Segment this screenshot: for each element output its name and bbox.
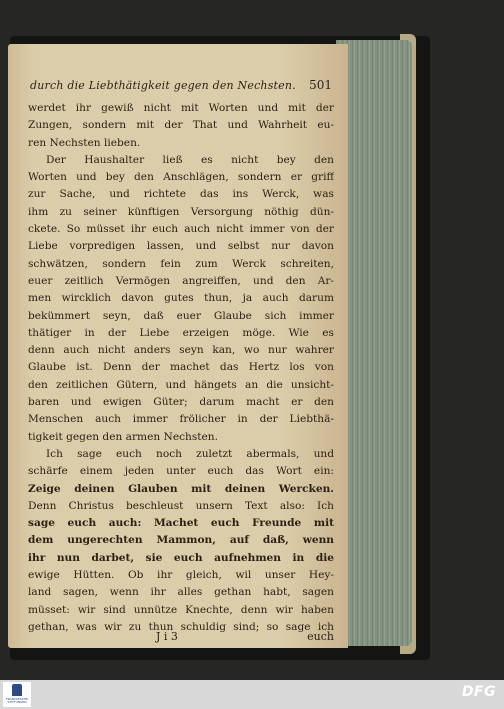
text-line: Worten und bey den Anschlägen, sondern er griff: [28, 171, 334, 184]
text-line: tigkeit gegen den armen Nechsten.: [28, 430, 218, 443]
text-line: gethan, was wir zu thun schuldig sind; so sage ich: [28, 620, 334, 633]
text-line: ihm zu seiner künftigen Versorgung nöthig dün-: [28, 205, 334, 218]
page-foot: [28, 630, 334, 643]
text-line: zur Sache, und richtete das ins Werck, was: [28, 188, 334, 201]
text-line: ihr nun darbet, sie euch aufnehmen in die: [28, 551, 334, 564]
text-line: Glaube ist. Denn der machet das Hertz los von: [28, 361, 334, 374]
page-header: [30, 78, 332, 96]
text-line: Denn Christus beschleust unsern Text also: Ich: [28, 499, 334, 512]
dfg-logo[interactable]: DFG: [461, 684, 496, 700]
text-line: Liebe vorpredigen lassen, und selbst nur davon: [28, 240, 334, 253]
text-line: euer zeitlich Vermögen angreiffen, und den Ar-: [28, 274, 334, 287]
building-icon: [12, 684, 22, 696]
text-line: werdet ihr gewiß nicht mit Worten und mit der: [28, 102, 334, 114]
text-line: men wircklich davon gutes thun, ja auch darum: [28, 292, 334, 305]
text-line: ckete. So müsset ihr euch auch nicht immer von der: [28, 223, 334, 236]
text-line: dem ungerechten Mammon, auf daß, wenn: [28, 534, 334, 547]
body-text: [28, 100, 334, 636]
text-line: den zeitlichen Gütern, und hängets an die unsicht-: [28, 378, 334, 391]
text-line: bekümmert seyn, daß euer Glaube sich immer: [28, 309, 334, 322]
running-head: durch die Liebthätigkeit gegen den Nechsten.: [30, 79, 296, 92]
text-line: schwätzen, sondern fein zum Werck schreiten,: [28, 257, 334, 270]
text-line: Zeige deinen Glauben mit deinen Wercken.: [28, 482, 334, 495]
text-line: Menschen auch immer frölicher in der Liebthä-: [28, 413, 334, 426]
text-line: ren Nechsten lieben.: [28, 136, 141, 149]
text-line: schärfe einem jeden unter euch das Wort ein:: [28, 465, 334, 478]
text-line: Ich sage euch noch zuletzt abermals, und: [46, 447, 334, 460]
text-line: müsset: wir sind unnütze Knechte, denn wir haben: [28, 603, 334, 616]
text-line: Zungen, sondern mit der That und Wahrheit eu-: [28, 119, 334, 132]
text-line: thätiger in der Liebe erzeigen möge. Wie es: [28, 326, 334, 339]
page-number: 501: [309, 78, 332, 92]
franckesche-stiftungen-logo[interactable]: [3, 682, 31, 707]
logo-text: FRANCKESCHE STIFTUNGEN: [5, 697, 29, 704]
text-line: sage euch auch: Machet euch Freunde mit: [28, 517, 334, 530]
text-line: Der Haushalter ließ es nicht bey den: [46, 153, 334, 166]
text-line: denn auch nicht anders seyn kan, wo nur wahrer: [28, 344, 334, 357]
text-line: baren und ewigen Güter; darum macht er den: [28, 396, 334, 409]
text-line: land sagen, wenn ihr alles gethan habt, sagen: [28, 586, 334, 599]
signature-mark: J i 3: [156, 630, 178, 643]
book-page: [8, 44, 348, 648]
footer-bar: [0, 680, 504, 709]
text-line: ewige Hütten. Ob ihr gleich, wil unser Hey-: [28, 569, 334, 582]
catchword: euch: [307, 630, 334, 643]
